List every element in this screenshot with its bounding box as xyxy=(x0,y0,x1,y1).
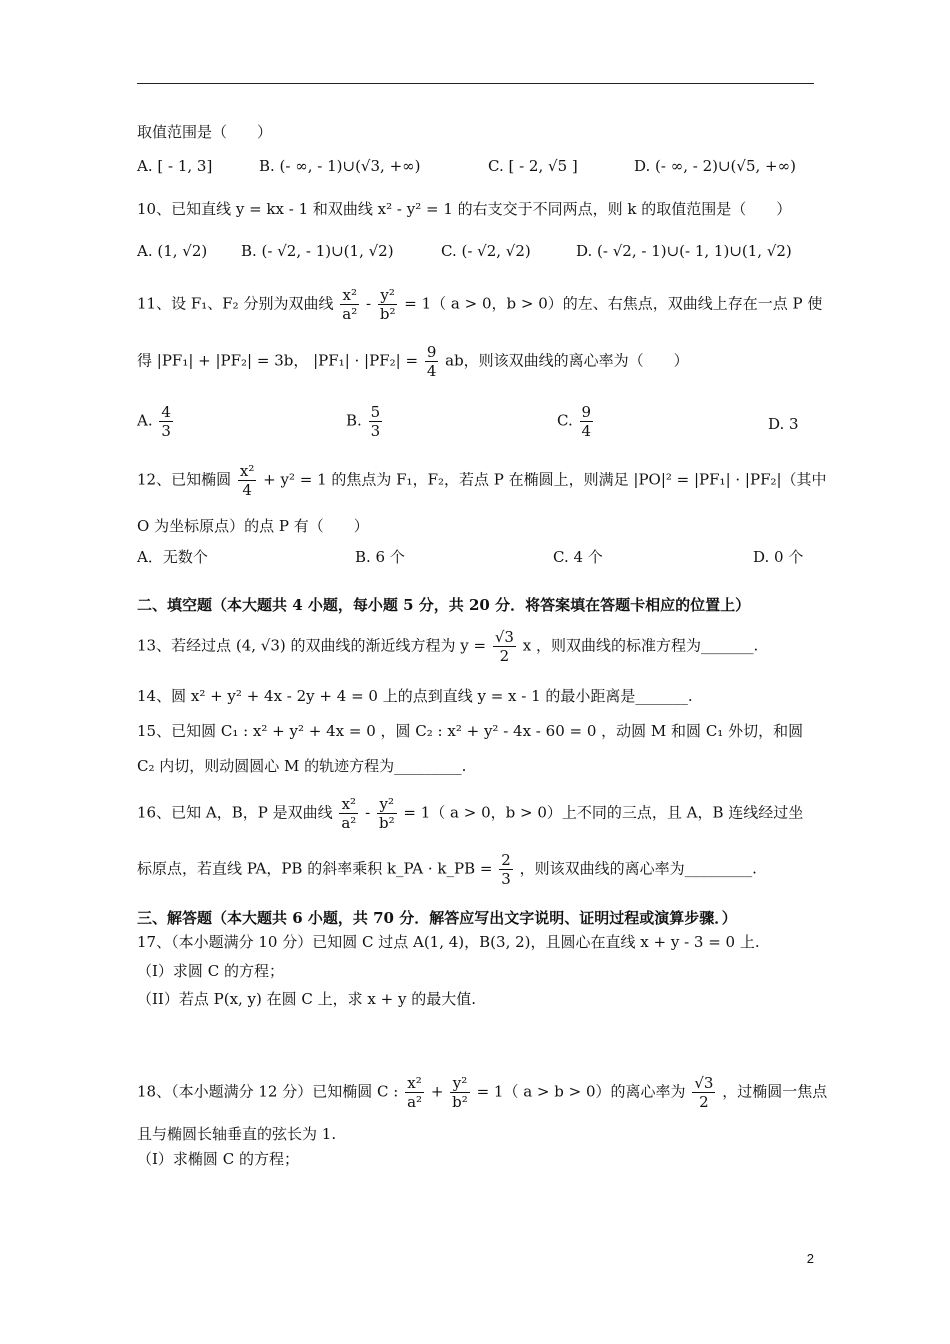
q16-fraction-x: $\frac{\text{x²}}{\text{a²}}$ xyxy=(341,795,357,832)
q16-l2-pre: 标原点，若直线 PA，PB 的斜率乘积 k_PA · k_PB = xyxy=(137,859,493,878)
q9-option-a: A. [ - 1, 3] xyxy=(137,157,213,175)
q11-option-b: B. $\frac{5}{3}$ xyxy=(346,403,381,440)
q12-stem-line1 xyxy=(137,462,827,499)
q9-continuation: 取值范围是（ ） xyxy=(137,123,273,141)
q16-pre: 16、已知 A，B，P 是双曲线 xyxy=(137,803,333,822)
q9-option-c: C. [ - 2, √5 ] xyxy=(488,157,578,175)
q16-post: = 1（ a > 0，b > 0）上不同的三点，且 A，B 连线经过坐 xyxy=(403,803,804,822)
q17-stem: 17、（本小题满分 10 分）已知圆 C 过点 A(1, 4)，B(3, 2)，且圆心在直线 x + y - 3 = 0 上. xyxy=(137,933,760,951)
q13-post: x ，则双曲线的标准方程为_______. xyxy=(522,636,759,655)
q18-fraction-x: $\frac{\text{x²}}{\text{a²}}$ xyxy=(407,1074,423,1111)
q11-l2-post: ab，则该双曲线的离心率为（ ） xyxy=(445,351,689,370)
q13-stem xyxy=(137,628,758,665)
q11-option-c: C. $\frac{9}{4}$ xyxy=(557,403,592,440)
q10-option-b: B. (- √2, - 1)∪(1, √2) xyxy=(241,242,394,260)
q12-pre: 12、已知椭圆 xyxy=(137,470,232,489)
q18-part-1: （I）求椭圆 C 的方程； xyxy=(137,1150,299,1168)
q12-post: + y² = 1 的焦点为 F₁，F₂，若点 P 在椭圆上，则满足 |PO|² = |PF₁| · |PF₂|（其中 xyxy=(263,470,827,489)
q12-option-b: B. 6 个 xyxy=(355,548,405,566)
q11-text: 11、设 F₁、F₂ 分别为双曲线 xyxy=(137,294,334,313)
q9-option-d: D. (- ∞, - 2)∪(√5, +∞) xyxy=(634,157,796,175)
q18-fraction-y: $\frac{\text{y²}}{\text{b²}}$ xyxy=(452,1074,468,1111)
q10-option-a: A. (1, √2) xyxy=(137,242,208,260)
q16-fraction-y: $\frac{\text{y²}}{\text{b²}}$ xyxy=(378,795,395,832)
q15-stem-line2: C₂ 内切，则动圆圆心 M 的轨迹方程为_________. xyxy=(137,757,467,775)
q11-option-d: D. 3 xyxy=(768,415,799,433)
q9-option-b: B. (- ∞, - 1)∪(√3, +∞) xyxy=(259,157,421,175)
page-number: 2 xyxy=(806,1251,814,1266)
q18-pre: 18、（本小题满分 12 分）已知椭圆 C : xyxy=(137,1082,399,1101)
q13-pre: 13、若经过点 (4, √3) 的双曲线的渐近线方程为 y = xyxy=(137,636,487,655)
q12-option-c: C. 4 个 xyxy=(553,548,603,566)
q16-stem-line2 xyxy=(137,851,757,888)
q11-stem-line1 xyxy=(137,286,822,323)
header-rule xyxy=(137,83,814,84)
q11-fraction-y: $\frac{\text{y²}}{\text{b²}}$ xyxy=(379,286,396,323)
q11-option-a: A. $\frac{4}{3}$ xyxy=(137,403,171,440)
q17-part-2: （II）若点 P(x, y) 在圆 C 上，求 x + y 的最大值. xyxy=(137,990,477,1008)
q18-stem-line1 xyxy=(137,1074,827,1111)
q18-mid: = 1（ a > b > 0）的离心率为 xyxy=(476,1082,686,1101)
q14-stem: 14、圆 x² + y² + 4x - 2y + 4 = 0 上的点到直线 y = x - 1 的最小距离是_______. xyxy=(137,687,693,705)
q18-stem-line2: 且与椭圆长轴垂直的弦长为 1. xyxy=(137,1125,337,1143)
q11-fraction-9-4: $\frac{9}{4}$ xyxy=(426,343,437,380)
q11-stem-line2 xyxy=(137,343,689,380)
q10-option-c: C. (- √2, √2) xyxy=(441,242,531,260)
q10-option-d: D. (- √2, - 1)∪(- 1, 1)∪(1, √2) xyxy=(576,242,792,260)
section-3-heading: 三、解答题（本大题共 6 小题，共 70 分．解答应写出文字说明、证明过程或演算步骤．） xyxy=(137,909,737,927)
q18-post: ，过椭圆一焦点 xyxy=(722,1082,828,1101)
q12-fraction: $\frac{\text{x²}}{4}$ xyxy=(239,462,255,499)
q16-l2-post: ，则该双曲线的离心率为_________. xyxy=(519,859,757,878)
q15-stem-line1: 15、已知圆 C₁ : x² + y² + 4x = 0 ，圆 C₂ : x² + y² - 4x - 60 = 0 ，动圆 M 和圆 C₁ 外切，和圆 xyxy=(137,722,804,740)
q11-minus: - xyxy=(366,294,372,313)
q18-plus: + xyxy=(430,1082,444,1101)
q11-fraction-x: $\frac{\text{x²}}{\text{a²}}$ xyxy=(342,286,358,323)
q11-l2-pre: 得 |PF₁| + |PF₂| = 3b， |PF₁| · |PF₂| = xyxy=(137,351,419,370)
q16-stem-line1 xyxy=(137,795,803,832)
q10-stem: 10、已知直线 y = kx - 1 和双曲线 x² - y² = 1 的右支交于不同两点，则 k 的取值范围是（ ） xyxy=(137,200,792,218)
q16-minus: - xyxy=(365,803,371,822)
q12-option-d: D. 0 个 xyxy=(753,548,804,566)
q12-option-a: A．无数个 xyxy=(137,548,208,566)
section-2-heading: 二、填空题（本大题共 4 小题，每小题 5 分，共 20 分．将答案填在答题卡相应的位置上） xyxy=(137,596,751,614)
q18-fraction-ecc: $\frac{√3}{2}$ xyxy=(694,1074,714,1111)
q16-fraction-2-3: $\frac{2}{3}$ xyxy=(501,851,511,888)
q12-stem-line2: O 为坐标原点）的点 P 有（ ） xyxy=(137,517,369,535)
q17-part-1: （I）求圆 C 的方程； xyxy=(137,962,284,980)
q13-fraction: $\frac{√3}{2}$ xyxy=(494,628,514,665)
q11-text-post: = 1（ a > 0，b > 0）的左、右焦点，双曲线上存在一点 P 使 xyxy=(404,294,823,313)
